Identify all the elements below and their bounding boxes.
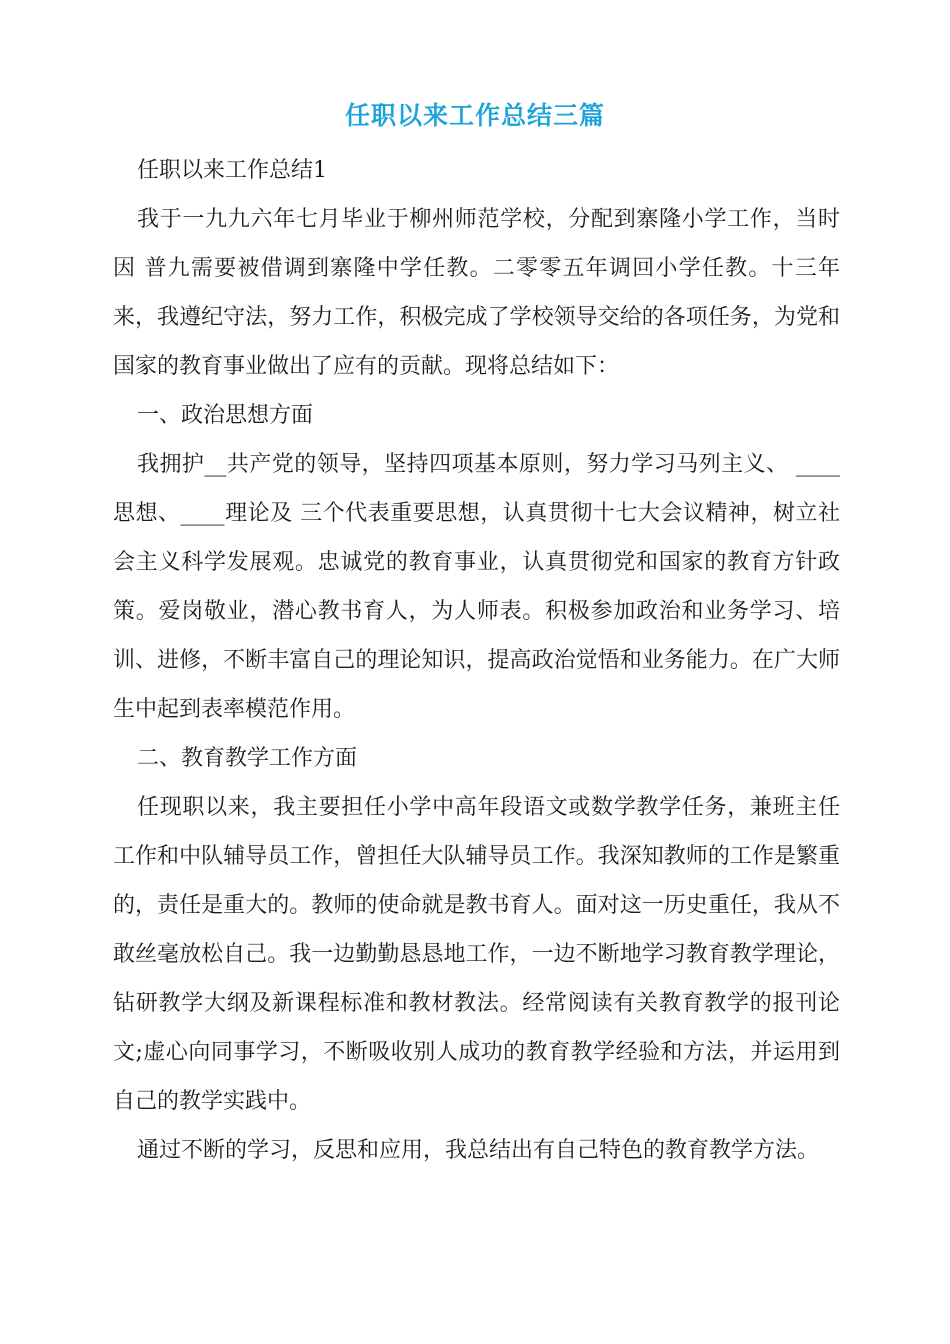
section-subtitle: 任职以来工作总结1 [137,158,327,183]
paragraph-intro: 我于一九九六年七月毕业于柳州师范学校，分配到寨隆小学工作，当时因 普九需要被借调到寨隆中学任教。二零零五年调回小学任教。十三年来，我遵纪守法，努力工作，积极完成了学校领导交给的各项任务，为党和国家的教育事业做出了应有的贡献。现将总结如下： [113,207,840,379]
document-title: 任职以来工作总结三篇 [344,101,605,130]
section-heading-politics: 一、政治思想方面 [137,403,314,428]
paragraph-methods: 通过不断的学习，反思和应用，我总结出有自己特色的教育教学方法。 [137,1138,820,1163]
document-body [113,146,840,1175]
paragraph-politics: 我拥护__共产党的领导，坚持四项基本原则，努力学习马列主义、 ____思想、____理论及 三个代表重要思想，认真贯彻十七大会议精神，树立社会主义科学发展观。忠诚党的教育事业，认真贯彻党和国家的教育方针政策。爱岗敬业，潜心教书育人，为人师表。积极参加政治和业务学习、培训、进修，不断丰富自己的理论知识，提高政治觉悟和业务能力。在广大师生中起到表率模范作用。 [113,452,840,722]
paragraph-teaching: 任现职以来，我主要担任小学中高年段语文或数学教学任务，兼班主任工作和中队辅导员工作，曾担任大队辅导员工作。我深知教师的工作是繁重的，责任是重大的。教师的使命就是教书育人。面对这一历史重任，我从不敢丝毫放松自己。我一边勤勤恳恳地工作，一边不断地学习教育教学理论，钻研教学大纲及新课程标准和教材教法。经常阅读有关教育教学的报刊论文;虚心向同事学习，不断吸收别人成功的教育教学经验和方法，并运用到自己的教学实践中。 [113,795,840,1114]
section-heading-teaching: 二、教育教学工作方面 [137,746,358,771]
